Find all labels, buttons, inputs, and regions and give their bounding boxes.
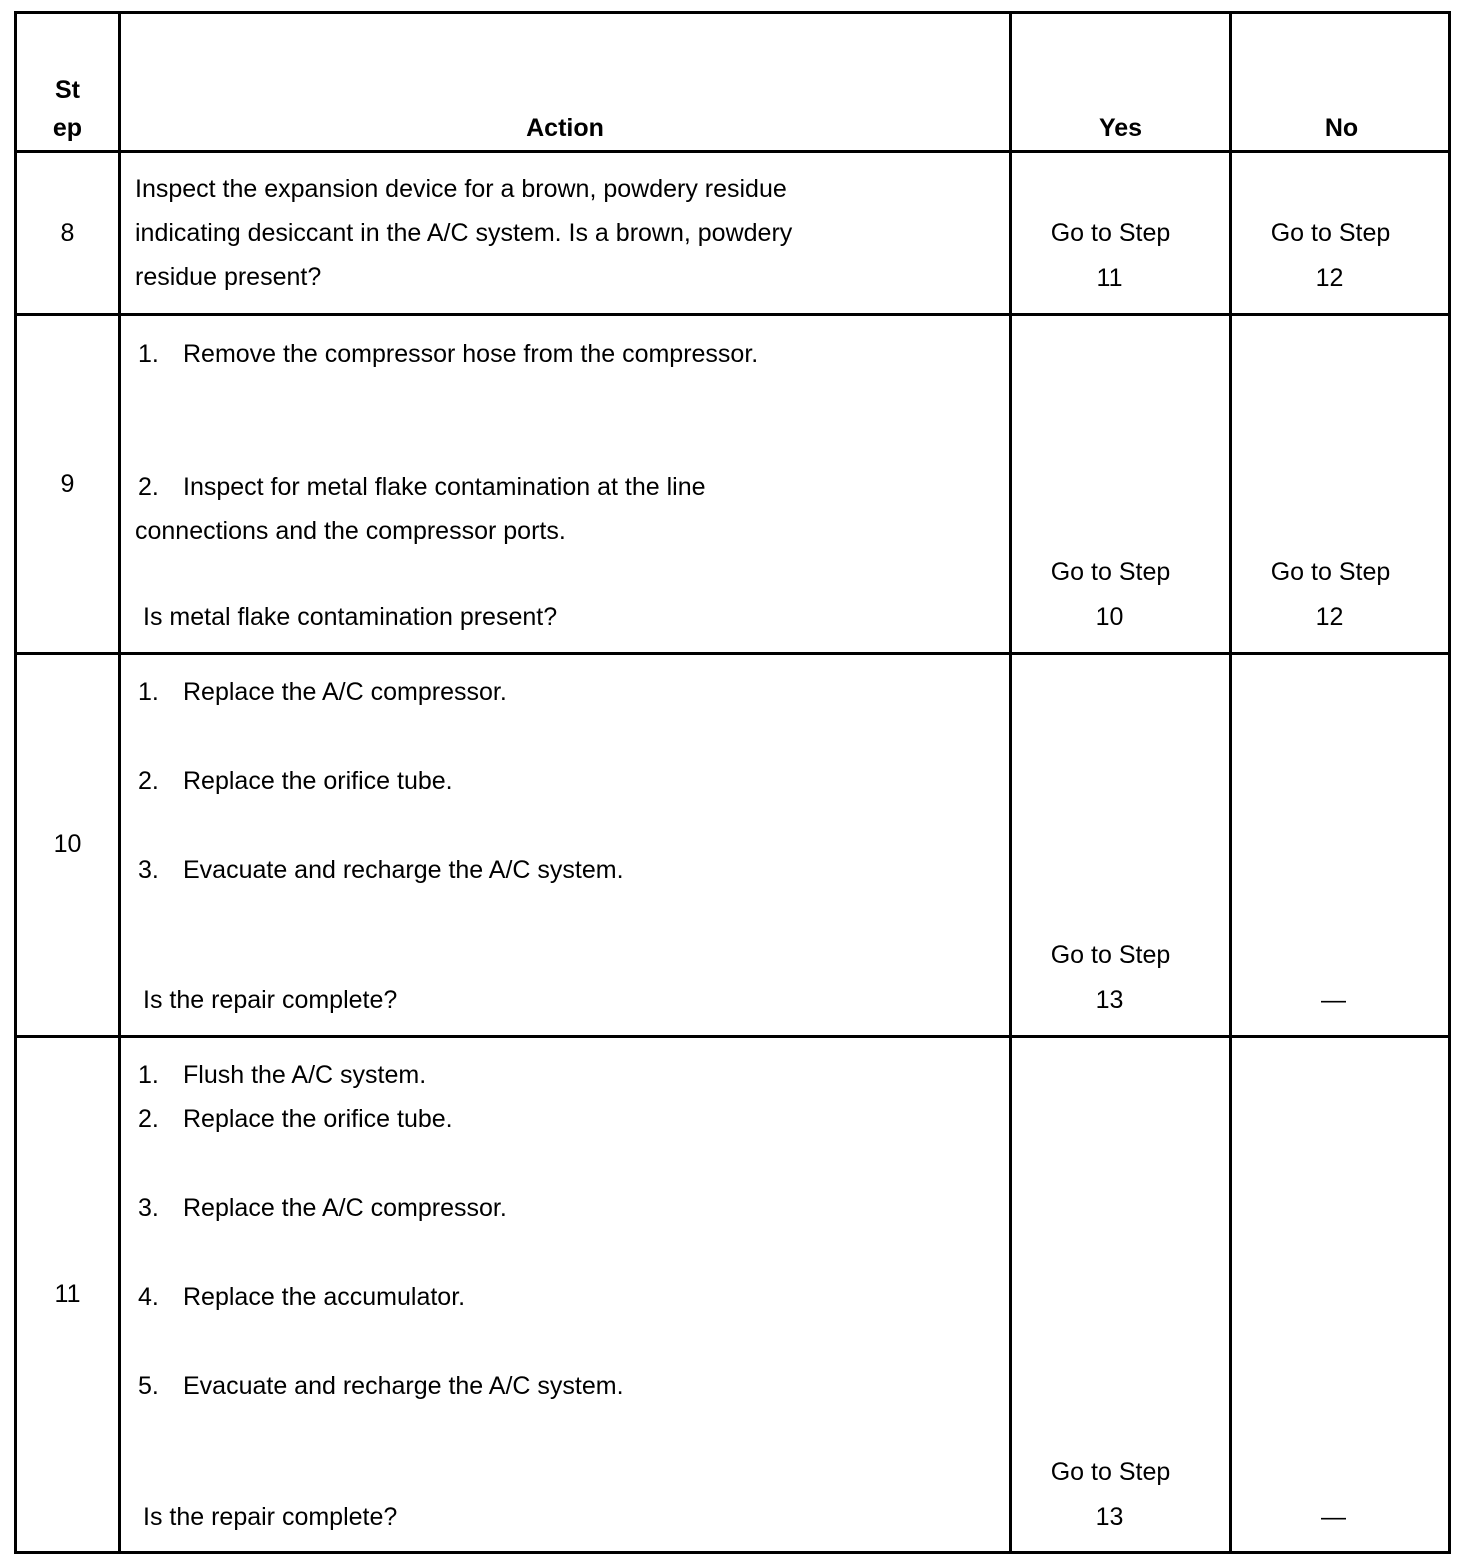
list-number: 1. [138, 678, 159, 706]
question-text: Is the repair complete? [143, 986, 398, 1014]
no-goto-label: Go to Step [1270, 558, 1391, 586]
header-step-line2: ep [52, 114, 83, 142]
list-item: Replace the orifice tube. [183, 767, 453, 795]
no-goto-label: Go to Step [1270, 219, 1391, 247]
list-item: Replace the accumulator. [183, 1283, 466, 1311]
question-text: Is metal flake contamination present? [143, 603, 558, 631]
action-text: indicating desiccant in the A/C system. Is a brown, powdery [135, 219, 793, 247]
header-yes: Yes [1098, 114, 1143, 142]
no-goto-none: — [1321, 986, 1346, 1014]
yes-goto-step: 10 [1095, 603, 1124, 631]
list-number: 1. [138, 340, 159, 368]
list-item: Replace the A/C compressor. [183, 678, 507, 706]
list-number: 4. [138, 1283, 159, 1311]
question-text: Is the repair complete? [143, 1503, 398, 1531]
yes-goto-step: 11 [1096, 264, 1123, 292]
action-text: residue present? [135, 263, 322, 291]
diagnostic-table [14, 11, 1451, 1554]
step-number: 11 [54, 1280, 81, 1308]
list-item: Replace the orifice tube. [183, 1105, 453, 1133]
list-number: 3. [138, 1194, 159, 1222]
step-number: 8 [60, 219, 75, 247]
list-item: Evacuate and recharge the A/C system. [183, 856, 624, 884]
header-step-line1: St [55, 76, 80, 104]
list-number: 2. [138, 1105, 159, 1133]
list-number: 2. [138, 767, 159, 795]
yes-goto-label: Go to Step [1050, 558, 1171, 586]
row-divider [17, 313, 1448, 316]
list-number: 2. [138, 473, 159, 501]
header-action: Action [526, 114, 604, 142]
action-text: Inspect the expansion device for a brown, powdery residue [135, 175, 787, 203]
no-goto-step: 12 [1315, 264, 1344, 292]
yes-goto-label: Go to Step [1050, 219, 1171, 247]
step-number: 10 [53, 830, 82, 858]
step-number: 9 [60, 470, 75, 498]
row-divider [17, 652, 1448, 655]
column-divider [118, 14, 121, 1551]
list-number: 3. [138, 856, 159, 884]
list-item: Flush the A/C system. [183, 1061, 427, 1089]
yes-goto-label: Go to Step [1050, 941, 1171, 969]
yes-goto-step: 13 [1095, 1503, 1124, 1531]
list-item: Remove the compressor hose from the compressor. [183, 340, 759, 368]
header-no: No [1324, 114, 1359, 142]
yes-goto-step: 13 [1095, 986, 1124, 1014]
list-number: 5. [138, 1372, 159, 1400]
row-divider [17, 1035, 1448, 1038]
list-number: 1. [138, 1061, 159, 1089]
list-item: Evacuate and recharge the A/C system. [183, 1372, 624, 1400]
no-goto-none: — [1321, 1503, 1346, 1531]
yes-goto-label: Go to Step [1050, 1458, 1171, 1486]
list-item-continuation: connections and the compressor ports. [135, 517, 566, 545]
list-item: Replace the A/C compressor. [183, 1194, 507, 1222]
list-item: Inspect for metal flake contamination at the line [183, 473, 706, 501]
no-goto-step: 12 [1315, 603, 1344, 631]
